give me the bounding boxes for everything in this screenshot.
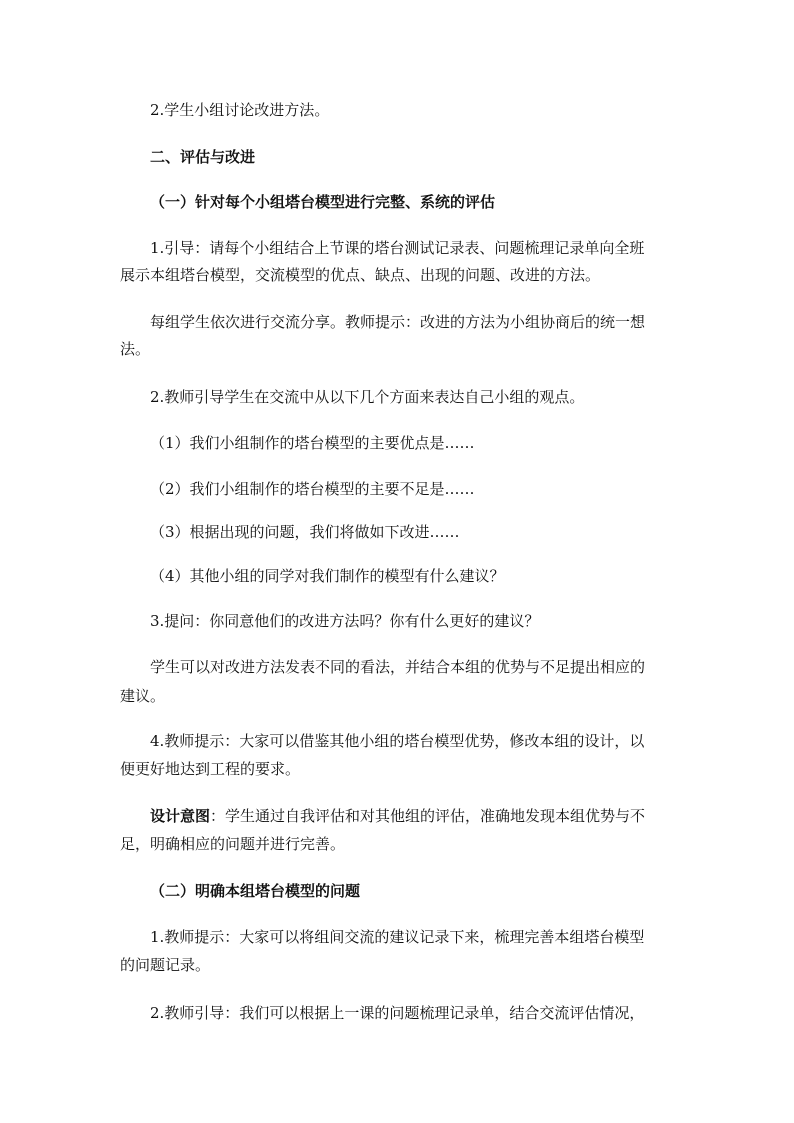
paragraph-record-suggestions-line-2: 的问题记录。	[120, 956, 211, 974]
section-heading-evaluate-improve: 二、评估与改进	[150, 148, 256, 166]
paragraph-share-line-2: 法。	[120, 340, 151, 358]
paragraph-student-views-line-1: 学生可以对改进方法发表不同的看法，并结合本组的优势与不足提出相应的	[150, 658, 646, 676]
paragraph-step-2: 2.学生小组讨论改进方法。	[150, 101, 330, 119]
design-intent-label: 设计意图	[150, 807, 211, 825]
list-item-3: （3）根据出现的问题，我们将做如下改进……	[150, 523, 460, 541]
paragraph-teacher-tip-line-1: 4.教师提示：大家可以借鉴其他小组的塔台模型优势，修改本组的设计，以	[150, 732, 645, 750]
list-item-4: （4）其他小组的同学对我们制作的模型有什么建议？	[150, 567, 505, 585]
subheading-evaluate-each-group: （一）针对每个小组塔台模型进行完整、系统的评估	[150, 193, 496, 211]
subheading-group-problems: （二）明确本组塔台模型的问题	[150, 882, 361, 900]
paragraph-record-suggestions-line-1: 1.教师提示：大家可以将组间交流的建议记录下来，梳理完善本组塔台模型	[150, 928, 645, 946]
paragraph-student-views-line-2: 建议。	[120, 687, 166, 705]
paragraph-teacher-guide: 2.教师引导学生在交流中从以下几个方面来表达自己小组的观点。	[150, 388, 585, 406]
design-intent-text: ：学生通过自我评估和对其他组的评估，准确地发现本组优势与不	[210, 807, 646, 825]
paragraph-teacher-guide-2: 2.教师引导：我们可以根据上一课的问题梳理记录单，结合交流评估情况，	[150, 1004, 645, 1022]
list-item-2: （2）我们小组制作的塔台模型的主要不足是……	[150, 480, 475, 498]
paragraph-share-line-1: 每组学生依次进行交流分享。教师提示：改进的方法为小组协商后的统一想	[150, 313, 646, 331]
list-item-1: （1）我们小组制作的塔台模型的主要优点是……	[150, 434, 475, 452]
paragraph-design-intent-line-2: 足，明确相应的问题并进行完善。	[120, 835, 346, 853]
paragraph-design-intent-line-1	[150, 805, 710, 827]
paragraph-question: 3.提问：你同意他们的改进方法吗？你有什么更好的建议？	[150, 612, 540, 630]
paragraph-teacher-tip-line-2: 便更好地达到工程的要求。	[120, 760, 301, 778]
paragraph-guide-line-1: 1.引导：请每个小组结合上节课的塔台测试记录表、问题梳理记录单向全班	[150, 239, 645, 257]
paragraph-guide-line-2: 展示本组塔台模型，交流模型的优点、缺点、出现的问题、改进的方法。	[120, 266, 601, 284]
